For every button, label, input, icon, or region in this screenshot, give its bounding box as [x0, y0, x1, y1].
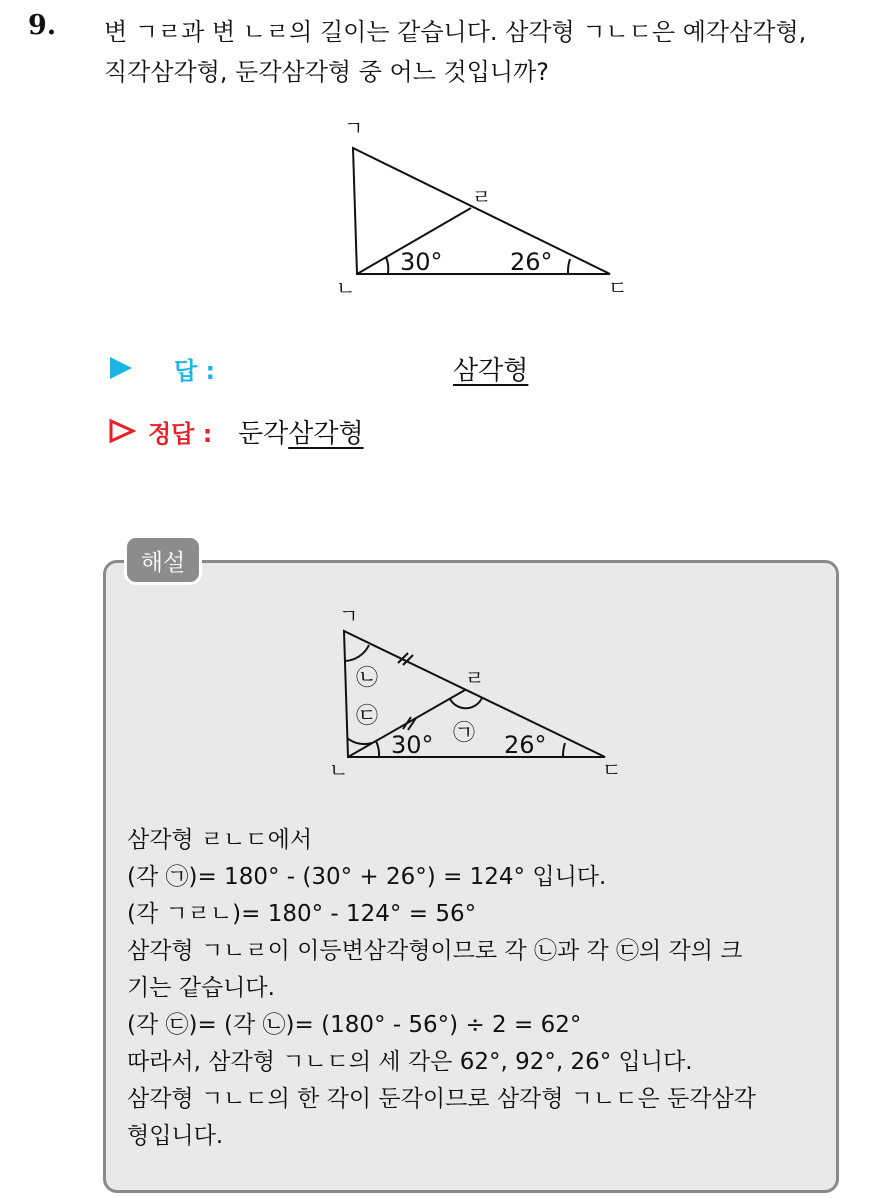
solution-line-5: 기는 같습니다. [127, 975, 275, 1001]
angle-arc-left [376, 741, 379, 757]
angle-arc-left [386, 257, 388, 274]
solution-line-2: (각 ㉠)= 180° - (30° + 26°) = 124° 입니다. [127, 864, 607, 890]
label-ㄷ: ㄷ [602, 758, 622, 782]
label-ㄹ: ㄹ [472, 185, 492, 209]
solution-line-3: (각 ㄱㄹㄴ)= 180° - 124° = 56° [127, 901, 477, 927]
question-line-2: 직각삼각형, 둔각삼각형 중 어느 것입니까? [104, 58, 550, 86]
question-line-1: 변 ㄱㄹ과 변 ㄴㄹ의 길이는 같습니다. 삼각형 ㄱㄴㄷ은 예각삼각형, [104, 18, 807, 46]
label-ㄱ: ㄱ [344, 116, 364, 140]
answer-label: 답 : [174, 357, 216, 385]
angle-arc-top [345, 645, 369, 661]
answer-row [108, 348, 808, 388]
correct-answer-row [108, 410, 808, 450]
angle-arc-right [568, 259, 570, 274]
solution-line-9: 형입니다. [127, 1123, 224, 1149]
label-ㄴ: ㄴ [329, 758, 349, 782]
angle-26: 26° [510, 248, 553, 276]
label-ㄷ: ㄷ [608, 276, 628, 300]
triangle-figure [330, 115, 650, 305]
correct-answer-label: 정답 : [148, 420, 213, 448]
play-arrow-icon [108, 355, 134, 381]
angle-26: 26° [504, 731, 547, 759]
label-ㄱ: ㄱ [339, 605, 359, 628]
solution-text [127, 822, 832, 1155]
angle-arc-mid [450, 698, 482, 708]
solution-line-6: (각 ㉢)= (각 ㉡)= (180° - 56°) ÷ 2 = 62° [127, 1012, 582, 1038]
mark-ㄱ-circle: ㉠ [453, 721, 476, 746]
angle-30: 30° [400, 248, 443, 276]
mark-ㄴ-circle: ㉡ [356, 666, 379, 691]
correct-answer-underlined: 삼각형 [288, 419, 364, 449]
angle-30: 30° [391, 731, 434, 759]
mark-ㄷ-circle: ㉢ [356, 704, 379, 729]
solution-line-1: 삼각형 ㄹㄴㄷ에서 [127, 827, 313, 853]
label-ㄴ: ㄴ [336, 276, 356, 300]
solution-line-7: 따라서, 삼각형 ㄱㄴㄷ의 세 각은 62°, 92°, 26° 입니다. [127, 1049, 693, 1075]
angle-arc-right [563, 743, 565, 757]
question-text [104, 12, 874, 92]
solution-line-8: 삼각형 ㄱㄴㄷ의 한 각이 둔각이므로 삼각형 ㄱㄴㄷ은 둔각삼각 [127, 1086, 756, 1112]
question-number: 9. [28, 10, 57, 41]
solution-tab: 해설 [127, 538, 199, 582]
correct-answer-value [238, 413, 364, 450]
solution-triangle-figure [325, 605, 645, 785]
angle-arc-left-lower [347, 738, 372, 744]
correct-answer-prefix: 둔각 [238, 419, 289, 449]
solution-line-4: 삼각형 ㄱㄴㄹ이 이등변삼각형이므로 각 ㉡과 각 ㉢의 각의 크 [127, 938, 743, 964]
outline-arrow-icon [108, 418, 136, 444]
answer-value: 삼각형 [453, 356, 529, 386]
label-ㄹ: ㄹ [465, 666, 485, 690]
